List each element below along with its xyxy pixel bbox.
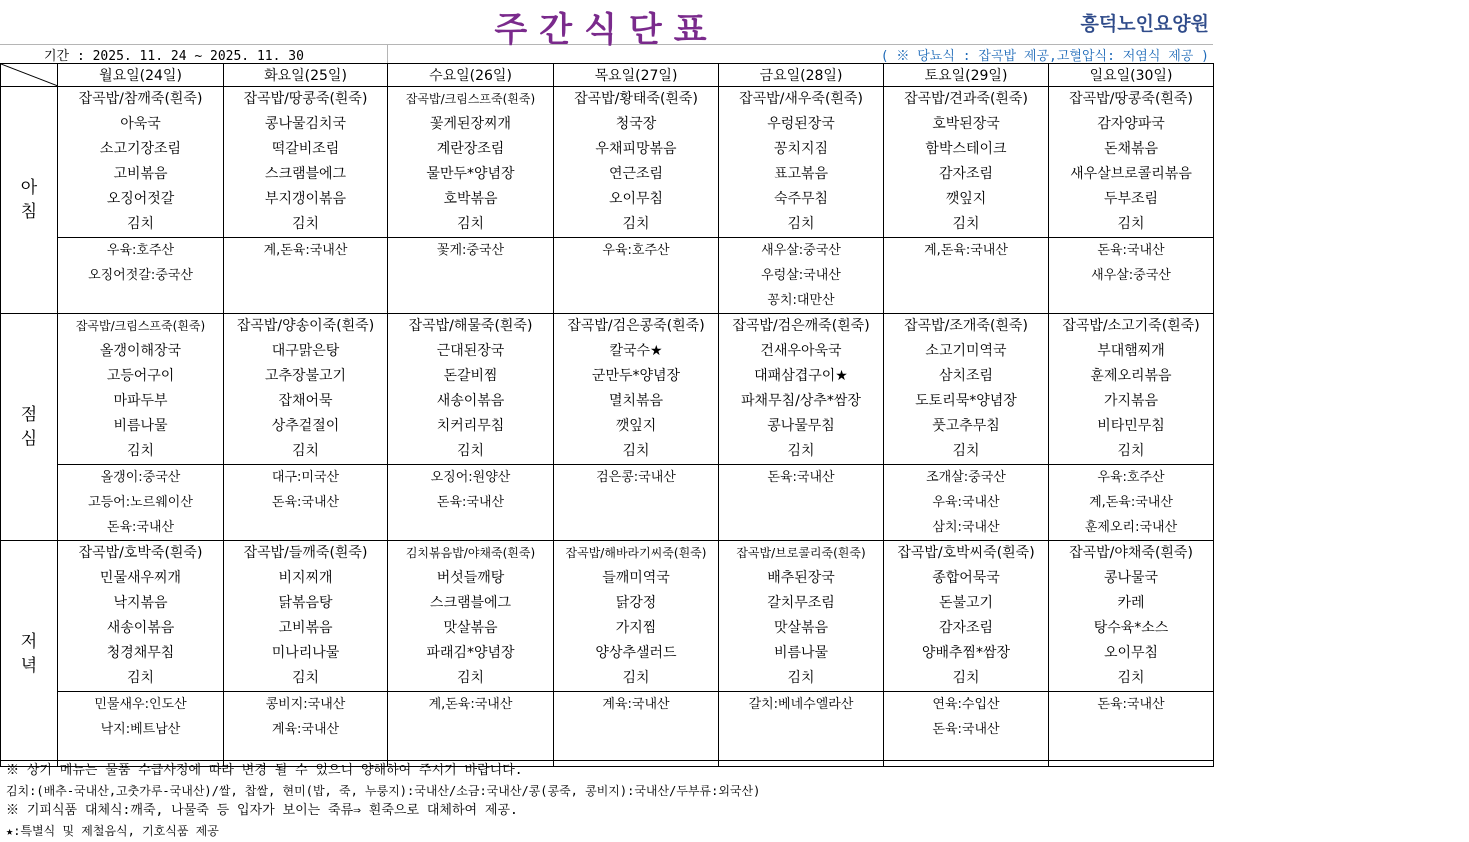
day-header: 화요일(25일)	[224, 64, 388, 87]
menu-cell	[554, 314, 719, 465]
origin-cell	[884, 692, 1049, 767]
origin-item: 계,돈육:국내산	[428, 697, 513, 712]
origin-item: 돈육:국내산	[767, 470, 835, 485]
period-row	[0, 44, 1213, 64]
menu-item: 군만두*양념장	[591, 368, 681, 384]
menu-item: 김치	[622, 443, 650, 459]
origin-item: 돈육:국내산	[932, 722, 1000, 737]
origin-item: 고등어:노르웨이산	[88, 495, 193, 510]
menu-table	[0, 63, 1214, 767]
rice-porridge-item: 잡곡밥/브로콜리죽(흰죽)	[736, 546, 866, 560]
origin-cell	[554, 238, 719, 314]
menu-item: 파래김*양념장	[426, 645, 515, 661]
rice-porridge-item: 잡곡밥/땅콩죽(흰죽)	[243, 91, 368, 107]
meal-origin-row	[1, 465, 1214, 541]
origin-cell	[719, 238, 884, 314]
origin-cell	[719, 465, 884, 541]
menu-item: 콩나물국	[1103, 570, 1159, 586]
menu-item: 버섯들깨탕	[436, 570, 505, 586]
meal-menu-row	[1, 87, 1214, 238]
menu-item: 김치	[126, 216, 155, 232]
day-header: 토요일(29일)	[884, 64, 1049, 87]
menu-item: 김치	[952, 670, 980, 686]
menu-item: 낙지볶음	[113, 595, 168, 611]
menu-item: 김치	[1117, 670, 1145, 686]
menu-item: 풋고추무침	[932, 418, 1000, 434]
menu-item: 연근조림	[608, 166, 664, 182]
rice-porridge-item: 잡곡밥/검은콩죽(흰죽)	[567, 318, 705, 334]
rice-porridge-item: 잡곡밥/땅콩죽(흰죽)	[1069, 91, 1193, 107]
menu-item: 스크램블에그	[429, 595, 512, 611]
menu-item: 부지갱이볶음	[264, 191, 347, 207]
menu-item: 치커리무침	[436, 418, 505, 434]
menu-item: 표고볶음	[773, 166, 829, 182]
menu-item: 오징어젓갈	[106, 191, 175, 207]
menu-item: 김치	[456, 443, 485, 459]
day-header: 금요일(28일)	[719, 64, 884, 87]
menu-item: 돈불고기	[938, 595, 994, 611]
menu-item: 김치	[291, 670, 320, 686]
menu-item: 감자양파국	[1097, 116, 1165, 132]
menu-item: 미나리나물	[271, 645, 340, 661]
menu-cell	[388, 314, 554, 465]
origin-cell	[58, 465, 224, 541]
menu-item: 맛살볶음	[443, 620, 498, 636]
menu-item: 배추된장국	[767, 570, 835, 586]
menu-item: 건새우아욱국	[760, 343, 842, 359]
menu-item: 고등어구이	[106, 368, 175, 384]
menu-item: 청국장	[615, 116, 657, 132]
menu-item: 김치	[622, 670, 650, 686]
menu-item: 잡채어묵	[278, 393, 333, 409]
menu-item: 꽁치지짐	[773, 141, 829, 157]
menu-cell	[719, 541, 884, 692]
menu-item: 김치	[456, 216, 485, 232]
menu-item: 고비볶음	[278, 620, 333, 636]
menu-item: 민물새우찌개	[99, 570, 182, 586]
menu-item: 근대된장국	[436, 343, 505, 359]
origin-cell	[388, 692, 554, 767]
origin-cell	[58, 692, 224, 767]
menu-cell	[224, 314, 388, 465]
day-header-row	[1, 64, 1214, 87]
menu-cell	[224, 541, 388, 692]
origin-item: 갈치:베네수엘라산	[748, 697, 854, 712]
origin-item: 올갱이:중국산	[100, 470, 181, 485]
origin-item: 계육:국내산	[602, 697, 670, 712]
menu-item: 양배추찜*쌈장	[921, 645, 1011, 661]
menu-item: 닭강정	[615, 595, 657, 611]
menu-item: 김치	[126, 443, 155, 459]
origin-cell	[1049, 465, 1214, 541]
menu-item: 꽃게된장찌개	[429, 116, 512, 132]
menu-item: 새우살브로콜리볶음	[1070, 166, 1192, 182]
origin-cell	[884, 238, 1049, 314]
menu-item: 소고기장조림	[99, 141, 182, 157]
rice-porridge-item: 잡곡밥/양송이죽(흰죽)	[236, 318, 375, 334]
menu-item: 스크램블에그	[264, 166, 347, 182]
origin-item: 삼치:국내산	[932, 520, 1000, 535]
rice-porridge-item: 잡곡밥/검은깨죽(흰죽)	[732, 318, 870, 334]
menu-item: 물만두*양념장	[426, 166, 515, 182]
menu-item: 김치	[291, 216, 320, 232]
diet-notice: ( ※ 당뇨식 : 잡곡밥 제공,고혈압식: 저염식 제공 )	[880, 49, 1209, 64]
menu-cell	[884, 541, 1049, 692]
origin-item: 꽁치:대만산	[767, 293, 835, 308]
rice-porridge-item: 잡곡밥/황태죽(흰죽)	[574, 91, 698, 107]
origin-cell	[224, 692, 388, 767]
origin-item: 민물새우:인도산	[94, 697, 187, 712]
menu-item: 김치	[787, 216, 815, 232]
meal-origin-row	[1, 692, 1214, 767]
origin-item: 우육:호주산	[602, 243, 670, 258]
menu-cell	[719, 314, 884, 465]
menu-item: 고비볶음	[113, 166, 168, 182]
menu-cell	[554, 541, 719, 692]
rice-porridge-item: 잡곡밥/소고기죽(흰죽)	[1062, 318, 1200, 334]
menu-item: 돈갈비찜	[443, 368, 498, 384]
menu-cell	[224, 87, 388, 238]
origin-item: 콩비지:국내산	[265, 697, 346, 712]
menu-item: 대구맑은탕	[271, 343, 340, 359]
origin-cell	[719, 692, 884, 767]
menu-item: 오이무침	[1103, 645, 1159, 661]
menu-item: 도토리묵*양념장	[915, 393, 1017, 409]
page-title: 주간식단표	[494, 10, 719, 50]
menu-item: 새송이볶음	[436, 393, 505, 409]
menu-item: 소고기미역국	[925, 343, 1007, 359]
menu-item: 우채피망볶음	[595, 141, 677, 157]
menu-cell	[58, 87, 224, 238]
menu-item: 콩나물김치국	[264, 116, 347, 132]
menu-cell	[1049, 314, 1214, 465]
menu-item: 종합어묵국	[932, 570, 1000, 586]
title-row	[0, 0, 1213, 50]
menu-item: 김치	[622, 216, 650, 232]
rice-porridge-item: 잡곡밥/크림스프죽(흰죽)	[75, 319, 206, 333]
day-header: 월요일(24일)	[58, 64, 224, 87]
rice-porridge-item: 잡곡밥/호박씨죽(흰죽)	[897, 545, 1035, 561]
menu-item: 김치	[787, 670, 815, 686]
menu-item: 부대햄찌개	[1097, 343, 1165, 359]
menu-item: 감자조림	[938, 166, 994, 182]
rice-porridge-item: 잡곡밥/견과죽(흰죽)	[904, 91, 1028, 107]
menu-cell	[884, 314, 1049, 465]
menu-item: 갈치무조림	[767, 595, 835, 611]
menu-item: 훈제오리볶음	[1090, 368, 1172, 384]
origin-item: 돈육:국내산	[271, 495, 340, 510]
footer-notes	[0, 760, 1213, 841]
menu-item: 우렁된장국	[767, 116, 835, 132]
rice-porridge-item: 잡곡밥/새우죽(흰죽)	[739, 91, 863, 107]
menu-item: 김치	[952, 216, 980, 232]
menu-item: 파채무침/상추*쌈장	[741, 393, 861, 409]
menu-item: 오이무침	[608, 191, 664, 207]
origin-cell	[1049, 692, 1214, 767]
rice-porridge-item: 잡곡밥/참깨죽(흰죽)	[78, 91, 203, 107]
menu-item: 비지찌개	[278, 570, 333, 586]
menu-item: 김치	[1117, 443, 1145, 459]
origin-cell	[554, 692, 719, 767]
meal-origin-row	[1, 238, 1214, 314]
day-header: 목요일(27일)	[554, 64, 719, 87]
menu-item: 김치	[456, 670, 485, 686]
footer-note: ※ 기피식품 대체식:깨죽, 나물죽 등 입자가 보이는 죽류⇒ 흰죽으로 대체하여 제공.	[6, 803, 518, 818]
menu-cell	[719, 87, 884, 238]
origin-item: 연육:수입산	[932, 697, 1000, 712]
menu-item: 아욱국	[120, 116, 161, 132]
origin-item: 대구:미국산	[271, 470, 340, 485]
menu-item: 삼치조림	[938, 368, 994, 384]
menu-item: 칼국수★	[609, 343, 663, 359]
menu-item: 호박볶음	[443, 191, 498, 207]
menu-item: 호박된장국	[932, 116, 1000, 132]
menu-item: 올갱이해장국	[99, 343, 182, 359]
rice-porridge-item: 잡곡밥/야채죽(흰죽)	[1069, 545, 1193, 561]
menu-item: 맛살볶음	[773, 620, 829, 636]
menu-item: 숙주무침	[773, 191, 829, 207]
menu-cell	[1049, 541, 1214, 692]
corner-cell	[1, 64, 58, 87]
menu-item: 탕수육*소스	[1093, 620, 1169, 636]
origin-item: 검은콩:국내산	[596, 470, 676, 485]
menu-item: 청경채무침	[106, 645, 175, 661]
organization-name: 흥덕노인요양원	[1080, 13, 1209, 35]
menu-item: 비름나물	[113, 418, 168, 434]
menu-item: 김치	[291, 443, 320, 459]
menu-item: 김치	[952, 443, 980, 459]
origin-item: 우렁살:국내산	[761, 268, 841, 283]
period-text: 기간 : 2025. 11. 24 ~ 2025. 11. 30	[44, 49, 304, 64]
rice-porridge-item: 잡곡밥/들깨죽(흰죽)	[243, 545, 368, 561]
origin-item: 계육:국내산	[271, 722, 340, 737]
origin-cell	[388, 238, 554, 314]
origin-item: 우육:국내산	[932, 495, 1000, 510]
menu-item: 카레	[1117, 595, 1145, 611]
menu-item: 깻잎지	[615, 418, 657, 434]
meal-menu-row	[1, 314, 1214, 465]
menu-item: 가지볶음	[1103, 393, 1159, 409]
menu-item: 비타민무침	[1097, 418, 1165, 434]
rice-porridge-item: 김치볶음밥/야채죽(흰죽)	[405, 546, 536, 560]
origin-cell	[388, 465, 554, 541]
meal-menu-row	[1, 541, 1214, 692]
menu-item: 새송이볶음	[106, 620, 175, 636]
origin-cell	[224, 465, 388, 541]
day-header: 수요일(26일)	[388, 64, 554, 87]
diagonal-line	[1, 64, 58, 86]
origin-item: 돈육:국내산	[1097, 697, 1165, 712]
menu-item: 닭볶음탕	[278, 595, 333, 611]
origin-item: 낙지:베트남산	[100, 722, 181, 737]
menu-item: 양상추샐러드	[595, 645, 677, 661]
meal-label: 저 녁	[1, 541, 58, 767]
menu-item: 멸치볶음	[608, 393, 664, 409]
footer-note: 김치:(배추-국내산,고춧가루-국내산)/쌀, 찹쌀, 현미(밥, 죽, 누룽지):국내산/소금:국내산/콩(콩죽, 콩비지):국내산/두부류:외국산)	[6, 784, 761, 798]
menu-item: 깻잎지	[945, 191, 987, 207]
menu-item: 들깨미역국	[602, 570, 670, 586]
rice-porridge-item: 잡곡밥/조개죽(흰죽)	[904, 318, 1028, 334]
menu-cell	[58, 541, 224, 692]
menu-cell	[884, 87, 1049, 238]
origin-item: 새우살:중국산	[1091, 268, 1171, 283]
day-header: 일요일(30일)	[1049, 64, 1214, 87]
menu-item: 마파두부	[113, 393, 168, 409]
menu-item: 감자조림	[938, 620, 994, 636]
menu-cell	[1049, 87, 1214, 238]
menu-item: 김치	[126, 670, 155, 686]
menu-item: 상추겉절이	[271, 418, 340, 434]
origin-cell	[58, 238, 224, 314]
rice-porridge-item: 잡곡밥/크림스프죽(흰죽)	[405, 92, 536, 106]
origin-item: 우육:호주산	[106, 243, 175, 258]
origin-item: 오징어:원양산	[430, 470, 511, 485]
origin-cell	[554, 465, 719, 541]
menu-cell	[554, 87, 719, 238]
rice-porridge-item: 잡곡밥/해물죽(흰죽)	[408, 318, 533, 334]
menu-item: 함박스테이크	[925, 141, 1007, 157]
origin-item: 돈육:국내산	[436, 495, 505, 510]
menu-item: 김치	[787, 443, 815, 459]
rice-porridge-item: 잡곡밥/호박죽(흰죽)	[78, 545, 203, 561]
menu-item: 두부조림	[1103, 191, 1159, 207]
origin-item: 계,돈육:국내산	[1089, 495, 1173, 510]
origin-item: 오징어젓갈:중국산	[88, 268, 193, 283]
origin-item: 계,돈육:국내산	[924, 243, 1008, 258]
menu-item: 콩나물무침	[767, 418, 835, 434]
origin-cell	[884, 465, 1049, 541]
menu-item: 비름나물	[773, 645, 829, 661]
rice-porridge-item: 잡곡밥/해바라기씨죽(흰죽)	[565, 546, 707, 560]
menu-item: 떡갈비조림	[271, 141, 340, 157]
menu-item: 가지찜	[615, 620, 657, 636]
menu-cell	[388, 541, 554, 692]
origin-item: 조개살:중국산	[926, 470, 1006, 485]
meal-label: 점 심	[1, 314, 58, 541]
origin-item: 훈제오리:국내산	[1084, 520, 1178, 535]
menu-item: 김치	[1117, 216, 1145, 232]
footer-note: ★:특별식 및 제철음식, 기호식품 제공	[6, 824, 219, 838]
period-divider	[387, 44, 388, 63]
origin-item: 계,돈육:국내산	[263, 243, 348, 258]
menu-cell	[58, 314, 224, 465]
origin-item: 돈육:국내산	[1097, 243, 1165, 258]
origin-item: 새우살:중국산	[761, 243, 841, 258]
origin-item: 꽃게:중국산	[436, 243, 505, 258]
origin-cell	[1049, 238, 1214, 314]
footer-note: ※ 상기 메뉴는 물품 수급사정에 따라 변경 될 수 있으니 양해하여 주시기 바랍니다.	[6, 763, 523, 778]
menu-item: 계란장조림	[436, 141, 505, 157]
menu-item: 대패삼겹구이★	[754, 368, 848, 384]
menu-item: 고추장불고기	[264, 368, 347, 384]
origin-item: 돈육:국내산	[106, 520, 175, 535]
origin-item: 우육:호주산	[1097, 470, 1165, 485]
meal-label: 아 침	[1, 87, 58, 314]
menu-cell	[388, 87, 554, 238]
menu-item: 돈채볶음	[1103, 141, 1159, 157]
origin-cell	[224, 238, 388, 314]
